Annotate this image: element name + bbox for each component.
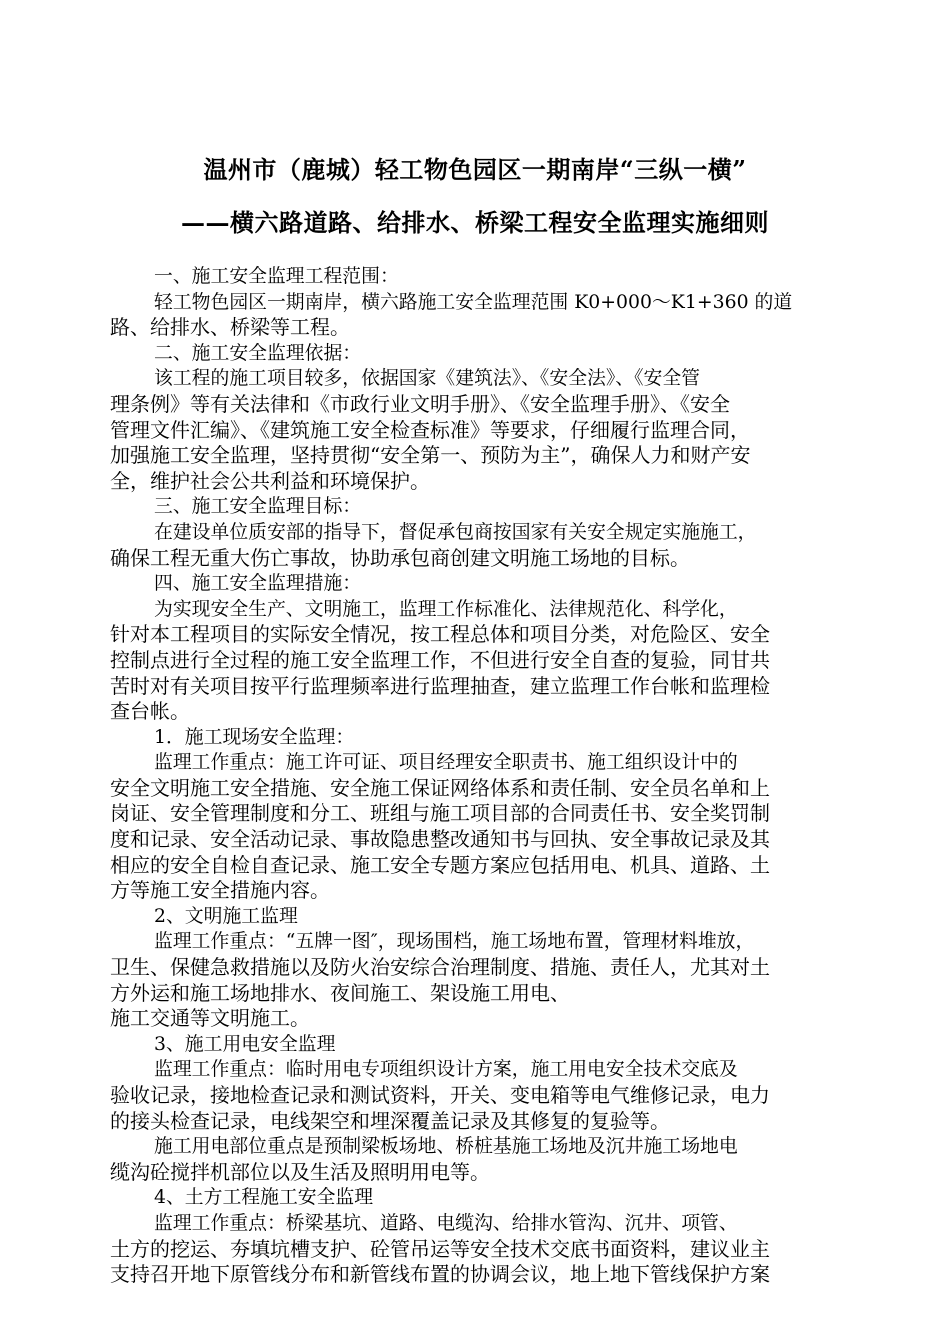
text-line: 施工交通等文明施工。: [110, 1006, 310, 1031]
text-line: 1．施工现场安全监理：: [154, 726, 355, 748]
text-line: 岗证、安全管理制度和分工、班组与施工项目部的合同责任书、安全奖罚制: [110, 801, 770, 826]
text-line: 支持召开地下原管线分布和新管线布置的协调会议，地上地下管线保护方案: [110, 1262, 770, 1287]
text-line: 为实现安全生产、文明施工，监理工作标准化、法律规范化、科学化，: [154, 598, 738, 620]
text-line: 监理工作重点：“五牌一图″，现场围档，施工场地布置，管理材料堆放，: [154, 931, 755, 953]
text-line: 验收记录，接地检查记录和测试资料，开关、变电箱等电气维修记录，电力: [110, 1083, 770, 1107]
text-line: 针对本工程项目的实际安全情况，按工程总体和项目分类，对危险区、安全: [110, 622, 770, 647]
text-line: 路、给排水、桥梁等工程。: [110, 315, 350, 340]
text-line: 理条例》等有关法律和《市政行业文明手册》、《安全监理手册》、《安全: [110, 391, 730, 416]
text-line: 四、施工安全监理措施：: [154, 573, 362, 595]
document-body: [110, 264, 860, 1288]
text-line: 三、施工安全监理目标：: [154, 496, 362, 518]
text-line: 查台帐。: [110, 699, 190, 724]
text-line: 控制点进行全过程的施工安全监理工作，不但进行安全自查的复验，同甘共: [110, 647, 770, 672]
text-line: 一、施工安全监理工程范围：: [154, 266, 399, 287]
text-line: 方外运和施工场地排水、夜间施工、架设施工用电、: [110, 980, 570, 1005]
text-line: 轻工物色园区一期南岸，横六路施工安全监理范围 K0+000～K1+360 的道: [154, 291, 793, 313]
text-line: 2、文明施工监理: [154, 905, 298, 927]
text-line: 二、施工安全监理依据：: [154, 342, 362, 364]
document-subtitle: ——横六路道路、给排水、桥梁工程安全监理实施细则: [181, 208, 769, 237]
text-line: 监理工作重点：临时用电专项组织设计方案，施工用电安全技术交底及: [154, 1059, 738, 1081]
text-line: 该工程的施工项目较多，依据国家《建筑法》、《安全法》、《安全管: [154, 368, 701, 390]
text-line: 相应的安全自检自查记录、施工安全专题方案应包括用电、机具、道路、土: [110, 852, 770, 877]
text-line: 苦时对有关项目按平行监理频率进行监理抽查，建立监理工作台帐和监理检: [110, 673, 770, 698]
text-line: 的接头检查记录，电线架空和埋深覆盖记录及其修复的复验等。: [110, 1108, 670, 1133]
document-title: 温州市（鹿城）轻工物色园区一期南岸“三纵一横”: [203, 155, 747, 184]
text-line: 管理文件汇编》、《建筑施工安全检查标准》等要求，仔细履行监理合同，: [110, 417, 750, 442]
text-line: 度和记录、安全活动记录、事故隐患整改通知书与回执、安全事故记录及其: [110, 827, 770, 852]
text-line: 缆沟砼搅拌机部位以及生活及照明用电等。: [110, 1159, 490, 1184]
text-line: 土方的挖运、夯填坑槽支护、砼管吊运等安全技术交底书面资料，建议业主: [110, 1236, 770, 1261]
text-line: 卫生、保健急救措施以及防火治安综合治理制度、措施、责任人，尤其对土: [110, 955, 770, 980]
text-line: 全，维护社会公共利益和环境保护。: [110, 468, 430, 493]
text-line: 在建设单位质安部的指导下，督促承包商按国家有关安全规定实施施工，: [154, 521, 757, 543]
text-line: 加强施工安全监理，坚持贯彻“安全第一、预防为主”，确保人力和财产安: [110, 443, 751, 468]
text-line: 4、土方工程施工安全监理: [154, 1187, 374, 1209]
text-line: 确保工程无重大伤亡事故，协助承包商创建文明施工场地的目标。: [110, 545, 690, 570]
text-line: 监理工作重点：桥梁基坑、道路、电缆沟、给排水管沟、沉井、项管、: [154, 1212, 738, 1234]
text-line: 方等施工安全措施内容。: [110, 878, 330, 903]
text-line: 监理工作重点：施工许可证、项目经理安全职责书、施工组织设计中的: [154, 752, 738, 774]
text-line: 安全文明施工安全措施、安全施工保证网络体系和责任制、安全员名单和上: [110, 775, 770, 800]
text-line: 施工用电部位重点是预制梁板场地、桥桩基施工场地及沉井施工场地电: [154, 1136, 738, 1158]
text-line: 3、施工用电安全监理: [154, 1033, 336, 1055]
